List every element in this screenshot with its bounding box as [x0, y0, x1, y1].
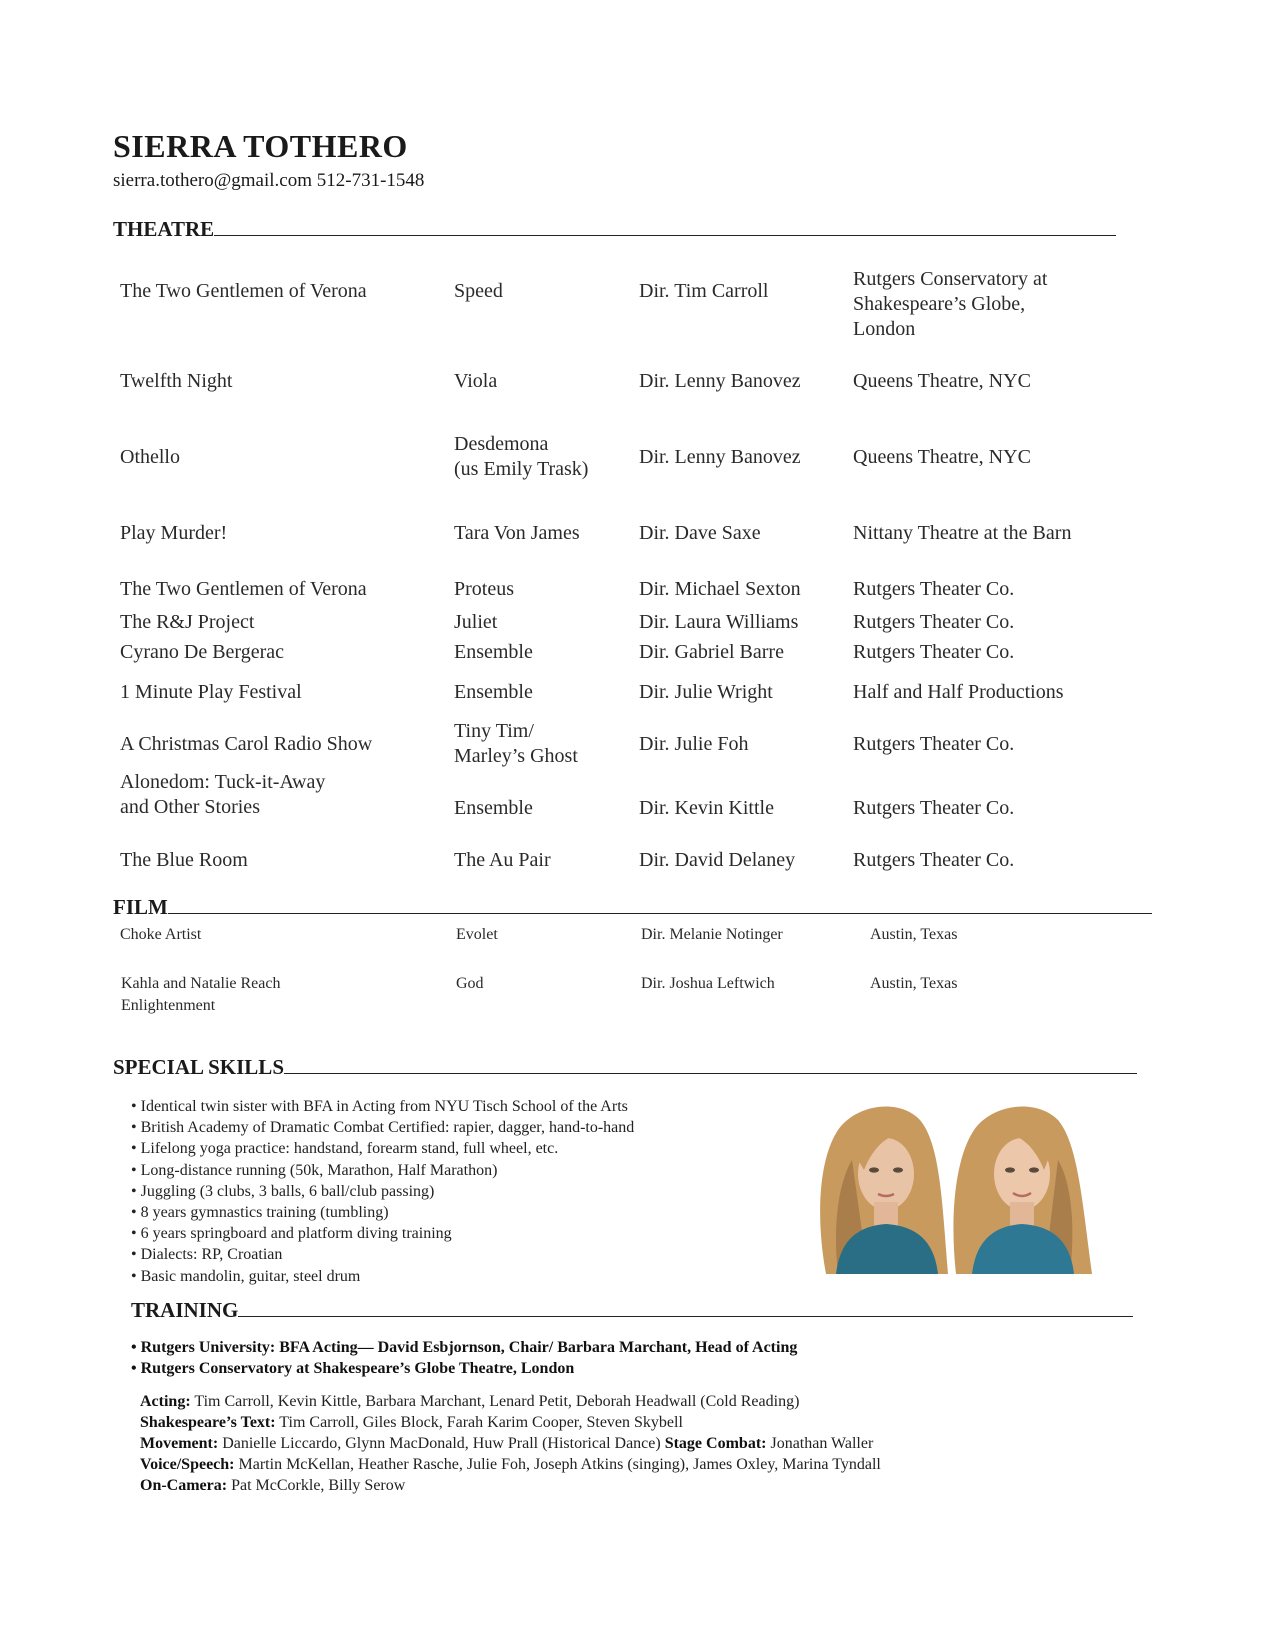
theatre-show: The Blue Room	[120, 849, 248, 871]
theatre-role: Viola	[454, 370, 498, 392]
film-location: Austin, Texas	[870, 975, 958, 992]
film-title: Choke Artist	[120, 926, 202, 943]
theatre-show: Alonedom: Tuck-it-Away and Other Stories	[120, 771, 326, 818]
theatre-role: Ensemble	[454, 641, 533, 663]
skill-item: • Long-distance running (50k, Marathon, Half Marathon)	[131, 1160, 634, 1181]
theatre-venue: Queens Theatre, NYC	[853, 446, 1031, 468]
training-teachers	[140, 1391, 881, 1496]
training-heading-label: TRAINING	[131, 1298, 239, 1322]
theatre-role: Ensemble	[454, 681, 533, 703]
theatre-role: Tara Von James	[454, 522, 580, 544]
theatre-heading	[113, 217, 1116, 242]
theatre-show: Twelfth Night	[120, 370, 233, 392]
on-camera-names: Pat McCorkle, Billy Serow	[231, 1477, 406, 1494]
camera-teachers	[140, 1475, 881, 1496]
theatre-director: Dir. Dave Saxe	[639, 522, 761, 544]
theatre-director: Dir. Gabriel Barre	[639, 641, 784, 663]
training-schools	[131, 1337, 797, 1379]
theatre-role: Ensemble	[454, 797, 533, 819]
theatre-role: Speed	[454, 280, 503, 302]
skill-item: • British Academy of Dramatic Combat Certified: rapier, dagger, hand-to-hand	[131, 1117, 634, 1138]
theatre-director: Dir. Kevin Kittle	[639, 797, 774, 819]
theatre-heading-label: THEATRE	[113, 217, 215, 241]
voice-teachers	[140, 1454, 881, 1475]
on-camera-label: On-Camera:	[140, 1477, 228, 1494]
theatre-venue: Half and Half Productions	[853, 681, 1064, 703]
headshot-photo	[808, 1100, 1100, 1274]
training-heading-rule	[238, 1315, 1133, 1317]
theatre-director: Dir. Julie Foh	[639, 733, 749, 755]
film-director: Dir. Melanie Notinger	[641, 926, 783, 943]
stage-combat-names: Jonathan Waller	[770, 1435, 874, 1452]
theatre-venue: Rutgers Theater Co.	[853, 733, 1015, 755]
film-title: Kahla and Natalie Reach Enlightenment	[121, 975, 281, 1014]
theatre-director: Dir. Lenny Banovez	[639, 370, 801, 392]
voice-label: Voice/Speech:	[140, 1456, 235, 1473]
film-heading-label: FILM	[113, 895, 168, 919]
theatre-director: Dir. Lenny Banovez	[639, 446, 801, 468]
training-school: • Rutgers Conservatory at Shakespeare’s Globe Theatre, London	[131, 1358, 797, 1379]
skills-heading-label: SPECIAL SKILLS	[113, 1055, 284, 1079]
acting-names: Tim Carroll, Kevin Kittle, Barbara Marchant, Lenard Petit, Deborah Headwall (Cold Reading)	[194, 1393, 800, 1410]
theatre-show: Othello	[120, 446, 180, 468]
theatre-show: The Two Gentlemen of Verona	[120, 578, 367, 600]
acting-label: Acting:	[140, 1393, 191, 1410]
skills-heading	[113, 1055, 1137, 1080]
movement-teachers	[140, 1433, 881, 1454]
theatre-venue: Rutgers Theater Co.	[853, 641, 1015, 663]
theatre-director: Dir. Laura Williams	[639, 611, 799, 633]
theatre-show: Cyrano De Bergerac	[120, 641, 285, 663]
skill-item: • Identical twin sister with BFA in Acting from NYU Tisch School of the Arts	[131, 1096, 634, 1117]
movement-names: Danielle Liccardo, Glynn MacDonald, Huw Prall (Historical Dance)	[222, 1435, 661, 1452]
theatre-role: Proteus	[454, 578, 514, 600]
theatre-director: Dir. Michael Sexton	[639, 578, 801, 600]
skill-item: • Juggling (3 clubs, 3 balls, 6 ball/club passing)	[131, 1181, 634, 1202]
skills-list	[131, 1096, 634, 1287]
skill-item: • Lifelong yoga practice: handstand, forearm stand, full wheel, etc.	[131, 1138, 634, 1159]
theatre-venue: Rutgers Theater Co.	[853, 849, 1015, 871]
theatre-venue: Nittany Theatre at the Barn	[853, 522, 1072, 544]
theatre-heading-rule	[214, 234, 1116, 236]
theatre-director: Dir. Tim Carroll	[639, 280, 769, 302]
resume-name: SIERRA TOTHERO	[113, 128, 408, 164]
theatre-show: Play Murder!	[120, 522, 228, 544]
theatre-role: Tiny Tim/ Marley’s Ghost	[454, 720, 578, 767]
movement-label: Movement:	[140, 1435, 219, 1452]
theatre-show: The Two Gentlemen of Verona	[120, 280, 367, 302]
acting-teachers	[140, 1391, 881, 1412]
film-heading-rule	[168, 912, 1152, 914]
theatre-director: Dir. Julie Wright	[639, 681, 773, 703]
shakespeare-label: Shakespeare’s Text:	[140, 1414, 276, 1431]
film-heading	[113, 895, 1152, 920]
theatre-role: Juliet	[454, 611, 498, 633]
theatre-show: The R&J Project	[120, 611, 255, 633]
theatre-director: Dir. David Delaney	[639, 849, 796, 871]
theatre-venue: Rutgers Theater Co.	[853, 611, 1015, 633]
skills-heading-rule	[284, 1072, 1137, 1074]
skill-item: • Basic mandolin, guitar, steel drum	[131, 1266, 634, 1287]
film-role: Evolet	[456, 926, 498, 943]
theatre-venue: Rutgers Theater Co.	[853, 797, 1015, 819]
film-role: God	[456, 975, 484, 992]
skill-item: • 8 years gymnastics training (tumbling)	[131, 1202, 634, 1223]
training-heading	[131, 1298, 1133, 1323]
theatre-venue: Rutgers Theater Co.	[853, 578, 1015, 600]
theatre-show: 1 Minute Play Festival	[120, 681, 302, 703]
training-school: • Rutgers University: BFA Acting— David Esbjornson, Chair/ Barbara Marchant, Head of Acting	[131, 1337, 797, 1358]
theatre-venue: Queens Theatre, NYC	[853, 370, 1031, 392]
film-director: Dir. Joshua Leftwich	[641, 975, 775, 992]
voice-names: Martin McKellan, Heather Rasche, Julie Foh, Joseph Atkins (singing), James Oxley, Marina Tyndall	[238, 1456, 881, 1473]
theatre-show: A Christmas Carol Radio Show	[120, 733, 373, 755]
skill-item: • 6 years springboard and platform diving training	[131, 1223, 634, 1244]
skill-item: • Dialects: RP, Croatian	[131, 1244, 634, 1265]
stage-combat-label: Stage Combat:	[664, 1435, 767, 1452]
contact-info: sierra.tothero@gmail.com 512-731-1548	[113, 170, 425, 191]
theatre-venue: Rutgers Conservatory at Shakespeare’s Globe, London	[853, 268, 1048, 340]
theatre-role: Desdemona (us Emily Trask)	[454, 433, 589, 480]
shakespeare-names: Tim Carroll, Giles Block, Farah Karim Cooper, Steven Skybell	[279, 1414, 683, 1431]
theatre-role: The Au Pair	[454, 849, 551, 871]
film-location: Austin, Texas	[870, 926, 958, 943]
shakespeare-teachers	[140, 1412, 881, 1433]
